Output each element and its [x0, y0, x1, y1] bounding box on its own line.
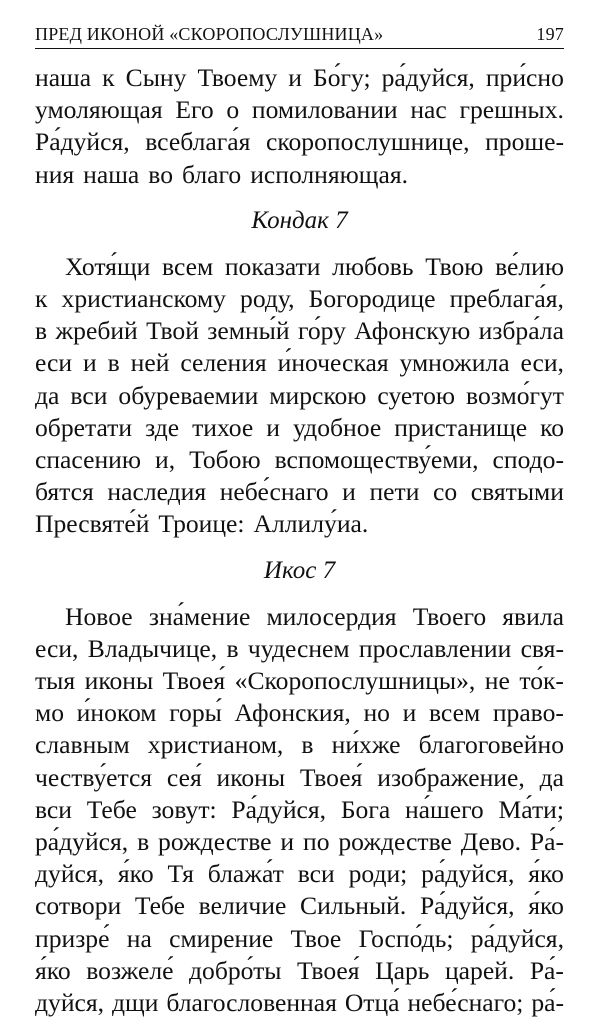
paragraph — [35, 251, 564, 541]
text-line: к христианскому роду, Богородице преблага́я, — [35, 284, 564, 314]
text-line: честву́ется сея́ иконы Твоея́ изображение, да — [35, 762, 564, 792]
text-line: бятся наследия небе́снаго и пети со святыми — [35, 477, 564, 507]
section-heading-ikos-7: Икос 7 — [263, 556, 336, 584]
text-line: призре́ на смирение Твое Госпо́дь; ра́дуйся, — [35, 923, 564, 953]
text-line: Пресвяте́й Троице: Аллилу́иа. — [35, 509, 369, 539]
section-kondak-7 — [35, 251, 564, 541]
running-title: ПРЕД ИКОНОЙ «СКОРОПОСЛУШНИЦА» — [35, 24, 384, 44]
text-line: Хотя́щи всем показати любовь Твою ве́лию — [65, 251, 564, 281]
page-body — [35, 62, 564, 1019]
text-line: вси Тебе зовут: Ра́дуйся, Бога на́шего Ма́ти; — [35, 794, 564, 824]
text-line: мо и́ноком горы́ Афонския, но и всем право- — [35, 698, 564, 728]
text-line: еси, Владычице, в чудеснем прославлении свя- — [35, 633, 564, 663]
text-line: тыя иконы Твоея́ «Скоропослушницы», не то́к- — [35, 666, 564, 696]
text-line: наша к Сыну Твоему и Бо́гу; ра́дуйся, при́сно — [35, 63, 564, 92]
text-line: Ра́дуйся, всеблага́я скоропослушнице, проше- — [35, 127, 564, 157]
text-line: ния наша во благо исполняющая. — [35, 159, 409, 189]
text-line: Новое зна́мение милосердия Твоего явила — [65, 601, 564, 631]
text-line: умоляющая Его о помиловании нас грешных. — [35, 95, 564, 125]
text-line: в жребий Твой земны́й го́ру Афонскую избра́ла — [35, 316, 564, 346]
text-line: я́ко возжеле́ добро́ты Твоея́ Царь царей. Ра́- — [35, 955, 564, 985]
section-heading-kondak-7: Кондак 7 — [251, 206, 348, 234]
text-line: спасению и, Тобою вспомоществу́еми, сподо- — [35, 445, 564, 475]
text-line: ра́дуйся, в рождестве и по рождестве Дево. Ра́- — [35, 827, 564, 857]
text-line: сотвори Тебе величие Сильный. Ра́дуйся, я́ко — [35, 891, 564, 921]
paragraph — [35, 601, 564, 1019]
text-line: славным христианом, в ни́хже благоговейно — [35, 730, 564, 760]
page-number: 197 — [536, 24, 564, 44]
running-header — [35, 22, 564, 49]
text-line: дуйся, дщи благословенная Отца́ небе́снаго; ра́- — [35, 988, 564, 1018]
paragraph — [35, 62, 564, 191]
text-line: дуйся, я́ко Тя блажа́т вси роди; ра́дуйся, я́ко — [35, 859, 564, 889]
text-line: обретати зде тихое и удобное пристанище ко — [35, 412, 564, 442]
section-ikos-7 — [35, 601, 564, 1019]
text-line: еси и в ней селения и́ноческая умножила еси, — [35, 348, 564, 378]
text-line: да вси обуреваемии мирскою суетою возмо́гут — [35, 380, 564, 410]
section-continuation — [35, 62, 564, 191]
